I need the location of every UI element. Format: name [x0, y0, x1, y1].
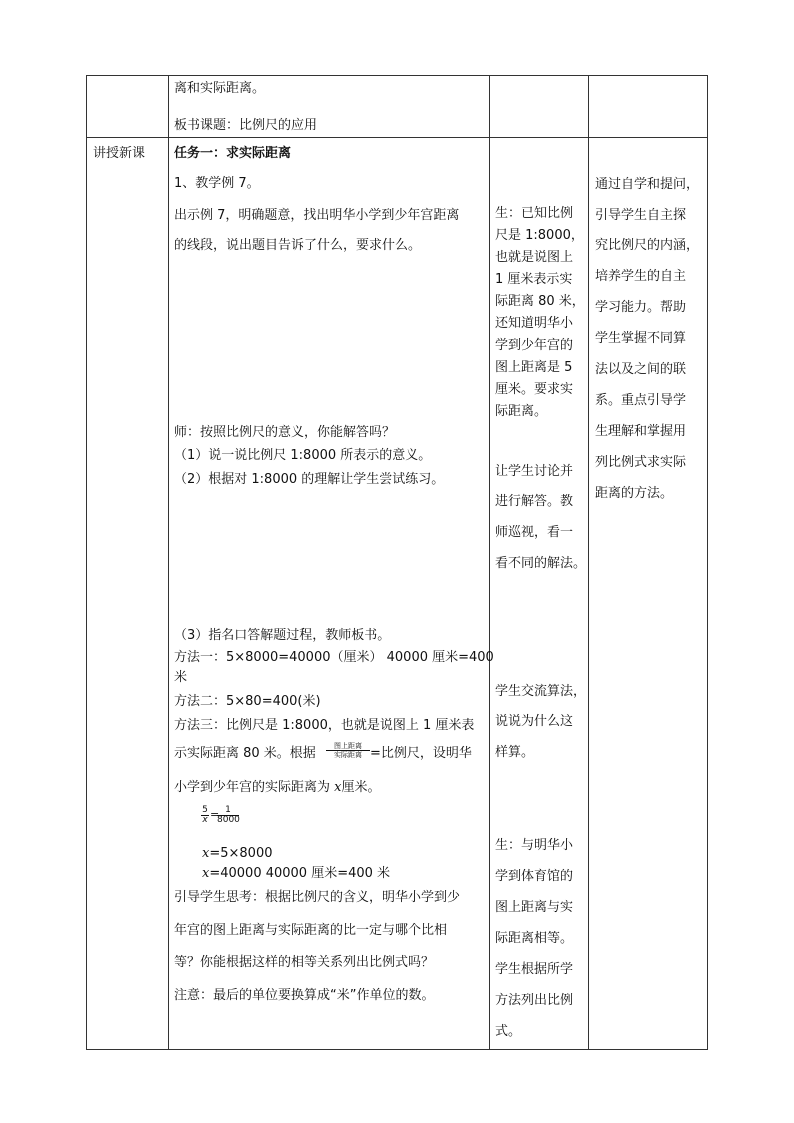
- table-row-divider: [86, 137, 707, 138]
- col3-line: 图上距离与实: [495, 900, 574, 915]
- col4-line: 生理解和掌握用: [595, 424, 687, 439]
- col3-line: 方法列出比例: [495, 993, 574, 1008]
- section-label: 讲授新课: [93, 146, 146, 161]
- col4-line: 引导学生自主探: [595, 208, 687, 223]
- col3-line: 学生根据所学: [495, 962, 574, 977]
- equation-line-3: [202, 866, 390, 882]
- method-2: 方法二：5×80=400(米): [174, 694, 321, 709]
- col3-line: 际距离。: [495, 404, 548, 419]
- distance-ratio-fraction: [326, 742, 370, 759]
- table-border-right: [707, 75, 708, 1050]
- variable-x: x: [202, 866, 210, 881]
- col3-line: 说说为什么这: [495, 714, 574, 729]
- col3-line: 生：与明华小: [495, 838, 574, 853]
- col3-line: 生：已知比例: [495, 206, 574, 221]
- method-3-line-3-post: 厘米。: [341, 780, 381, 795]
- col3-line: 图上距离是 5: [495, 360, 573, 375]
- col3-line: 尺是 1:8000，: [495, 228, 584, 243]
- method-1-line-2: 米: [174, 670, 188, 685]
- col4-line: 距离的方法。: [595, 486, 674, 501]
- method-1-line-1: 方法一：5×8000=40000（厘米） 40000 厘米=400: [174, 650, 494, 665]
- board-title: 板书课题：比例尺的应用: [174, 118, 318, 133]
- col3-line: 际距离相等。: [495, 931, 574, 946]
- step-1: （1）说一说比例尺 1:8000 所表示的意义。: [174, 448, 432, 463]
- equation-line-3-rest: =40000 40000 厘米=400 米: [209, 866, 391, 881]
- col3-line: 样算。: [495, 745, 535, 760]
- method-3-line-3: [174, 780, 381, 796]
- task-title: 任务一：求实际距离: [174, 146, 292, 161]
- col4-line: 培养学生的自主: [595, 269, 687, 284]
- table-border-bottom: [86, 1049, 707, 1050]
- table-col-divider-2: [489, 75, 490, 1050]
- example-heading: 1、教学例 7。: [174, 176, 260, 191]
- eq-left-fraction: [201, 806, 209, 825]
- method-3-line-1: 方法三：比例尺是 1:8000，也就是说图上 1 厘米表: [174, 718, 475, 733]
- col3-line: 让学生讨论并: [495, 464, 574, 479]
- col4-line: 究比例尺的内涵，: [595, 238, 700, 253]
- method-3-line-2-post: =比例尺，设明华: [370, 746, 472, 761]
- guide-line-2: 年宫的图上距离与实际距离的比一定与哪个比相: [174, 923, 448, 938]
- col4-line: 法以及之间的联: [595, 362, 687, 377]
- col3-line: 1 厘米表示实: [495, 272, 573, 287]
- col3-line: 进行解答。教: [495, 494, 574, 509]
- col3-line: 也就是说图上: [495, 250, 574, 265]
- eq-equals-sign: =: [210, 808, 220, 821]
- note: 注意：最后的单位要换算成“米”作单位的数。: [174, 988, 435, 1003]
- step-3: （3）指名口答解题过程，教师板书。: [174, 628, 391, 643]
- method-3-line-3-pre: 小学到少年宫的实际距离为: [174, 780, 335, 795]
- col4-line: 系。重点引导学: [595, 393, 687, 408]
- col4-line: 列比例式求实际: [595, 455, 687, 470]
- equation-line-2-rest: =5×8000: [209, 846, 273, 861]
- eq-right-denominator: 8000: [217, 815, 240, 825]
- table-col-divider-3: [588, 75, 589, 1050]
- table-border-left: [86, 75, 87, 1050]
- col3-line: 厘米。要求实: [495, 382, 574, 397]
- eq-left-denominator: x: [202, 815, 208, 825]
- eq-right-fraction: [217, 806, 239, 825]
- method-3-line-2-pre: 示实际距离 80 米。根据: [174, 746, 316, 761]
- col3-line: 式。: [495, 1024, 522, 1039]
- guide-line-1: 引导学生思考：根据比例尺的含义，明华小学到少: [174, 890, 461, 905]
- intro-line-2: 的线段，说出题目告诉了什么，要求什么。: [174, 238, 422, 253]
- col3-line: 师巡视，看一: [495, 525, 574, 540]
- fraction-denominator: 实际距离: [334, 751, 362, 759]
- col3-line: 还知道明华小: [495, 316, 574, 331]
- table-border-top: [86, 75, 707, 76]
- col3-line: 际距离 80 米，: [495, 294, 585, 309]
- col4-line: 学生掌握不同算: [595, 331, 687, 346]
- intro-line-1: 出示例 7，明确题意，找出明华小学到少年宫距离: [174, 208, 460, 223]
- step-2: （2）根据对 1:8000 的理解让学生尝试练习。: [174, 472, 445, 487]
- eq-right-numerator: 1: [217, 806, 239, 816]
- fraction-numerator: 图上距离: [326, 742, 370, 751]
- col3-line: 看不同的解法。: [495, 556, 587, 571]
- col4-line: 通过自学和提问，: [595, 177, 700, 192]
- col3-line: 学到少年宫的: [495, 338, 574, 353]
- variable-x: x: [202, 846, 210, 861]
- table-col-divider-1: [168, 75, 169, 1050]
- eq-left-numerator: 5: [202, 805, 208, 815]
- col3-line: 学到体育馆的: [495, 869, 574, 884]
- row1-text-line: 离和实际距离。: [174, 81, 266, 96]
- equation-line-2: [202, 846, 272, 862]
- variable-x: x: [334, 780, 342, 795]
- col4-line: 学习能力。帮助: [595, 300, 687, 315]
- guide-line-3: 等？你能根据这样的相等关系列出比例式吗？: [174, 955, 435, 970]
- col3-line: 学生交流算法，: [495, 684, 587, 699]
- teacher-question: 师：按照比例尺的意义，你能解答吗？: [174, 425, 396, 440]
